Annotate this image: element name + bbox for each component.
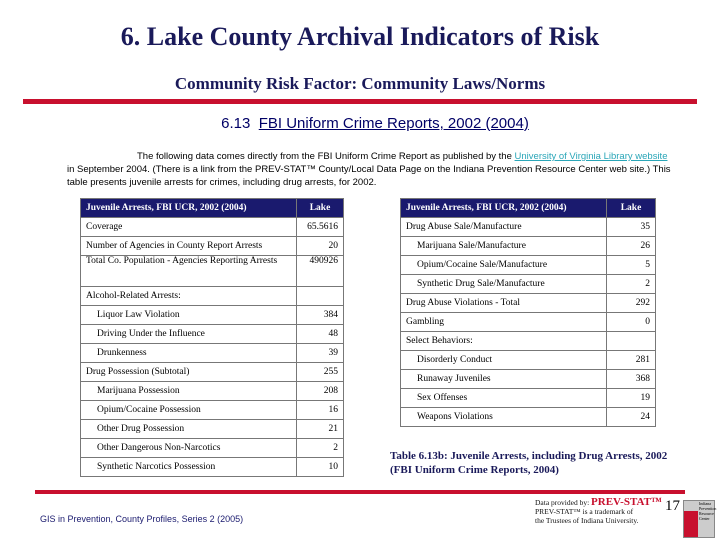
table-row xyxy=(81,439,344,458)
row-value: 21 xyxy=(297,420,344,439)
table-row xyxy=(401,351,656,370)
header-county: Lake xyxy=(607,199,656,218)
row-value: 368 xyxy=(607,370,656,389)
data-credit xyxy=(535,498,662,525)
table-row xyxy=(81,218,344,237)
row-label: Number of Agencies in County Report Arrests xyxy=(81,237,297,256)
row-value: 48 xyxy=(297,325,344,344)
table-row xyxy=(81,287,344,306)
row-label: Disorderly Conduct xyxy=(401,351,607,370)
credit-label: Data provided by: xyxy=(535,498,592,507)
table-row xyxy=(81,237,344,256)
row-value: 292 xyxy=(607,294,656,313)
table-row xyxy=(81,420,344,439)
header-label: Juvenile Arrests, FBI UCR, 2002 (2004) xyxy=(401,199,607,218)
footer-divider xyxy=(35,490,685,494)
row-value: 39 xyxy=(297,344,344,363)
intro-text-end: in September 2004. (There is a link from the PREV-STAT™ County/Local Data Page on the Indiana Prevention Resource Center web site.) This table presents juvenile arrests for crimes, including drug arrests, for 2002. xyxy=(67,164,671,188)
table-row xyxy=(401,408,656,427)
table-row xyxy=(81,401,344,420)
logo-text: Indiana Prevention Resource Center xyxy=(699,501,717,521)
left-arrests-table xyxy=(80,198,344,477)
table-header xyxy=(401,199,656,218)
row-label: Drug Possession (Subtotal) xyxy=(81,363,297,382)
row-value: 2 xyxy=(607,275,656,294)
row-value: 19 xyxy=(607,389,656,408)
header-county: Lake xyxy=(297,199,344,218)
table-row xyxy=(401,256,656,275)
table-row xyxy=(401,275,656,294)
row-value xyxy=(297,287,344,306)
credit-line3: the Trustees of Indiana University. xyxy=(535,516,639,525)
table-row xyxy=(401,389,656,408)
row-label: Opium/Cocaine Possession xyxy=(81,401,297,420)
row-value: 490926 xyxy=(297,256,344,287)
table-row xyxy=(81,306,344,325)
table-row xyxy=(401,218,656,237)
table-row xyxy=(401,370,656,389)
row-value xyxy=(607,332,656,351)
uva-library-link[interactable]: University of Virginia Library website xyxy=(514,151,668,162)
row-value: 35 xyxy=(607,218,656,237)
table-row xyxy=(401,313,656,332)
row-label: Total Co. Population - Agencies Reporting Arrests xyxy=(81,256,297,287)
row-label: Alcohol-Related Arrests: xyxy=(81,287,297,306)
row-value: 281 xyxy=(607,351,656,370)
row-label: Opium/Cocaine Sale/Manufacture xyxy=(401,256,607,275)
row-value: 10 xyxy=(297,458,344,477)
row-value: 5 xyxy=(607,256,656,275)
table-row xyxy=(81,382,344,401)
table-row xyxy=(401,294,656,313)
table-row xyxy=(401,237,656,256)
credit-brand: PREV-STAT™ xyxy=(591,496,662,508)
row-label: Other Dangerous Non-Narcotics xyxy=(81,439,297,458)
page-subtitle: Community Risk Factor: Community Laws/Norms xyxy=(174,74,546,93)
row-label: Driving Under the Influence xyxy=(81,325,297,344)
section-title: FBI Uniform Crime Reports, 2002 (2004) xyxy=(258,115,529,132)
section-heading xyxy=(0,115,720,132)
intro-paragraph xyxy=(67,150,672,189)
row-value: 16 xyxy=(297,401,344,420)
table-header xyxy=(81,199,344,218)
row-label: Drunkenness xyxy=(81,344,297,363)
header-label: Juvenile Arrests, FBI UCR, 2002 (2004) xyxy=(81,199,297,218)
row-value: 2 xyxy=(297,439,344,458)
section-number: 6.13 xyxy=(221,115,251,132)
row-label: Liquor Law Violation xyxy=(81,306,297,325)
row-value: 384 xyxy=(297,306,344,325)
table-caption: Table 6.13b: Juvenile Arrests, including Drug Arrests, 2002 (FBI Uniform Crime Reports, 2004) xyxy=(390,450,668,476)
row-value: 20 xyxy=(297,237,344,256)
iprc-logo xyxy=(683,500,715,538)
header-divider xyxy=(23,99,697,104)
row-label: Synthetic Narcotics Possession xyxy=(81,458,297,477)
page-title: 6. Lake County Archival Indicators of Risk xyxy=(120,22,600,51)
row-label: Gambling xyxy=(401,313,607,332)
row-label: Runaway Juveniles xyxy=(401,370,607,389)
row-value: 24 xyxy=(607,408,656,427)
table-row xyxy=(81,363,344,382)
row-label: Drug Abuse Violations - Total xyxy=(401,294,607,313)
credit-line2: PREV-STAT™ is a trademark of xyxy=(535,507,634,516)
row-value: 65.5616 xyxy=(297,218,344,237)
table-row xyxy=(81,458,344,477)
row-label: Sex Offenses xyxy=(401,389,607,408)
footer-text: GIS in Prevention, County Profiles, Series 2 (2005) xyxy=(40,514,244,524)
table-row xyxy=(81,325,344,344)
intro-text: The following data comes directly from the FBI Uniform Crime Report as published by the xyxy=(137,151,515,162)
table-row xyxy=(401,332,656,351)
table-row xyxy=(81,344,344,363)
row-label: Coverage xyxy=(81,218,297,237)
row-label: Weapons Violations xyxy=(401,408,607,427)
table-row xyxy=(81,256,344,287)
row-value: 26 xyxy=(607,237,656,256)
row-label: Drug Abuse Sale/Manufacture xyxy=(401,218,607,237)
row-value: 255 xyxy=(297,363,344,382)
row-value: 208 xyxy=(297,382,344,401)
right-arrests-table xyxy=(400,198,656,427)
row-label: Other Drug Possession xyxy=(81,420,297,439)
row-label: Marijuana Possession xyxy=(81,382,297,401)
indiana-map-icon xyxy=(684,511,698,537)
page-number: 17 xyxy=(665,498,680,514)
row-value: 0 xyxy=(607,313,656,332)
row-label: Marijuana Sale/Manufacture xyxy=(401,237,607,256)
row-label: Synthetic Drug Sale/Manufacture xyxy=(401,275,607,294)
row-label: Select Behaviors: xyxy=(401,332,607,351)
